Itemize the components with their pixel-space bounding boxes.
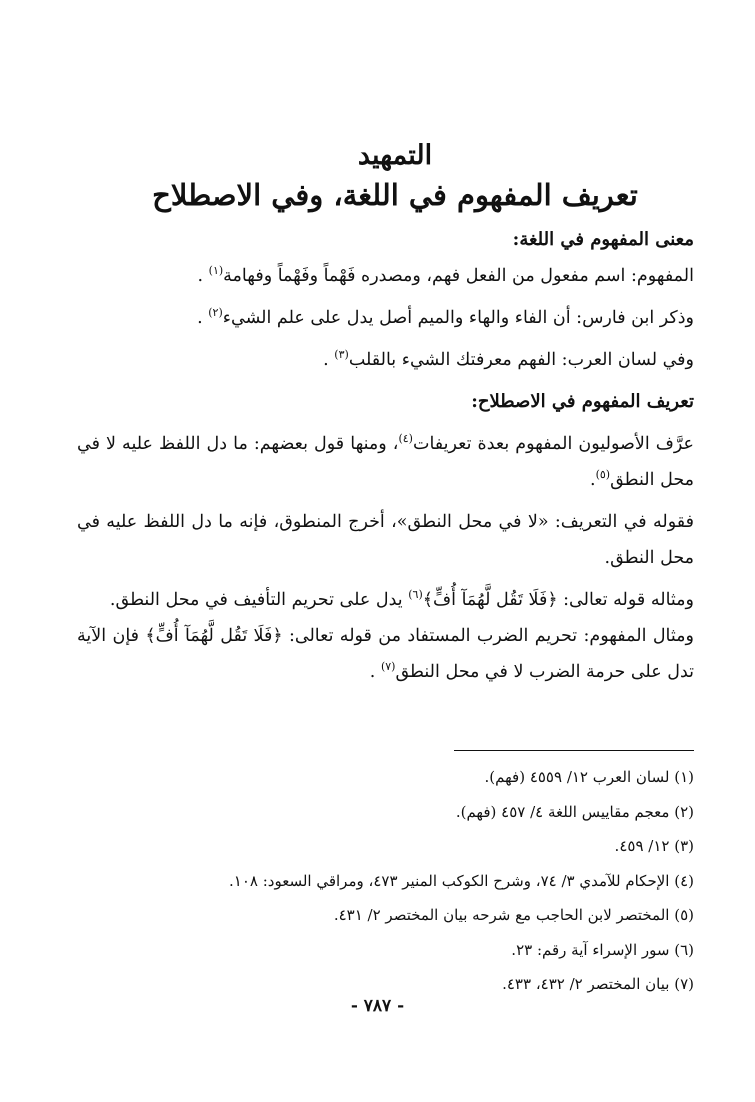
page-title: التمهيد <box>357 140 433 171</box>
paragraph-text: وذكر ابن فارس: أن الفاء والهاء والميم أصل يدل على علم الشيء <box>222 308 694 328</box>
footnote: (٧) بيان المختصر ٢/ ٤٣٢، ٤٣٣. <box>502 975 694 993</box>
paragraph-text: عرَّف الأصوليون المفهوم بعدة تعريفات <box>412 434 694 454</box>
paragraph-text: ومثاله قوله تعالى: ﴿فَلَا تَقُل لَّهُمَآ أُفٍّ﴾ <box>422 590 694 610</box>
section-heading-term: تعريف المفهوم في الاصطلاح: <box>471 391 694 412</box>
footnote-ref[interactable]: (٤) <box>398 432 413 446</box>
paragraph-end: . <box>323 350 335 370</box>
paragraph-text: ، ومنها قول بعضهم: ما دل اللفظ عليه لا في محل النطق <box>77 434 694 490</box>
paragraph-text: ومثال المفهوم: تحريم الضرب المستفاد من قوله تعالى: ﴿فَلَا تَقُل لَّهُمَآ أُفٍّ﴾ فإن الآية تدل على حرمة الضرب لا في محل النطق <box>77 626 694 682</box>
footnote: (١) لسان العرب ١٢/ ٤٥٥٩ (فهم). <box>484 768 694 786</box>
paragraph-text: يدل على تحريم التأفيف في محل النطق. <box>109 590 409 610</box>
paragraph-end: . <box>197 266 209 286</box>
footnote: (٥) المختصر لابن الحاجب مع شرحه بيان المختصر ٢/ ٤٣١. <box>333 906 694 924</box>
page-subtitle: تعريف المفهوم في اللغة، وفي الاصطلاح <box>152 178 638 212</box>
footnote-ref[interactable]: (١) <box>208 264 224 278</box>
paragraph-end: . <box>197 308 209 328</box>
footnote-ref[interactable]: (٥) <box>595 468 611 482</box>
section-heading-language: معنى المفهوم في اللغة: <box>512 229 694 250</box>
footnote-ref[interactable]: (٧) <box>380 660 396 674</box>
footnotes <box>74 760 694 1002</box>
paragraph <box>77 426 694 498</box>
paragraph <box>77 258 694 294</box>
paragraph: فقوله في التعريف: «لا في محل النطق»، أخرج المنطوق، فإنه ما دل اللفظ عليه في محل النطق. <box>77 512 694 568</box>
paragraph-text: وفي لسان العرب: الفهم معرفتك الشيء بالقلب <box>348 350 694 370</box>
paragraph <box>77 618 694 690</box>
footnote-ref[interactable]: (٢) <box>208 306 223 320</box>
footnote: (٦) سور الإسراء آية رقم: ٢٣. <box>511 940 694 959</box>
footnote: (٤) الإحكام للآمدي ٣/ ٧٤، وشرح الكوكب المنير ٤٧٣، ومراقي السعود: ١٠٨. <box>229 871 694 890</box>
paragraph-text: المفهوم: اسم مفعول من الفعل فهم، ومصدره فَهْماً وفَهْماً وفهامة <box>223 266 694 286</box>
paragraph-end: . <box>589 470 596 490</box>
footnote-ref[interactable]: (٣) <box>334 348 349 362</box>
footnote: (٣) ١٢/ ٤٥٩. <box>614 837 694 855</box>
page-number: - ٧٨٧ - <box>350 996 405 1016</box>
footnote-divider <box>454 750 694 751</box>
footnote-ref[interactable]: (٦) <box>408 588 423 602</box>
paragraph <box>77 342 694 378</box>
paragraph <box>77 582 694 618</box>
paragraph <box>77 300 694 336</box>
paragraph-end: . <box>369 662 381 682</box>
body-text <box>77 222 694 690</box>
footnote: (٢) معجم مقاييس اللغة ٤/ ٤٥٧ (فهم). <box>455 802 694 821</box>
